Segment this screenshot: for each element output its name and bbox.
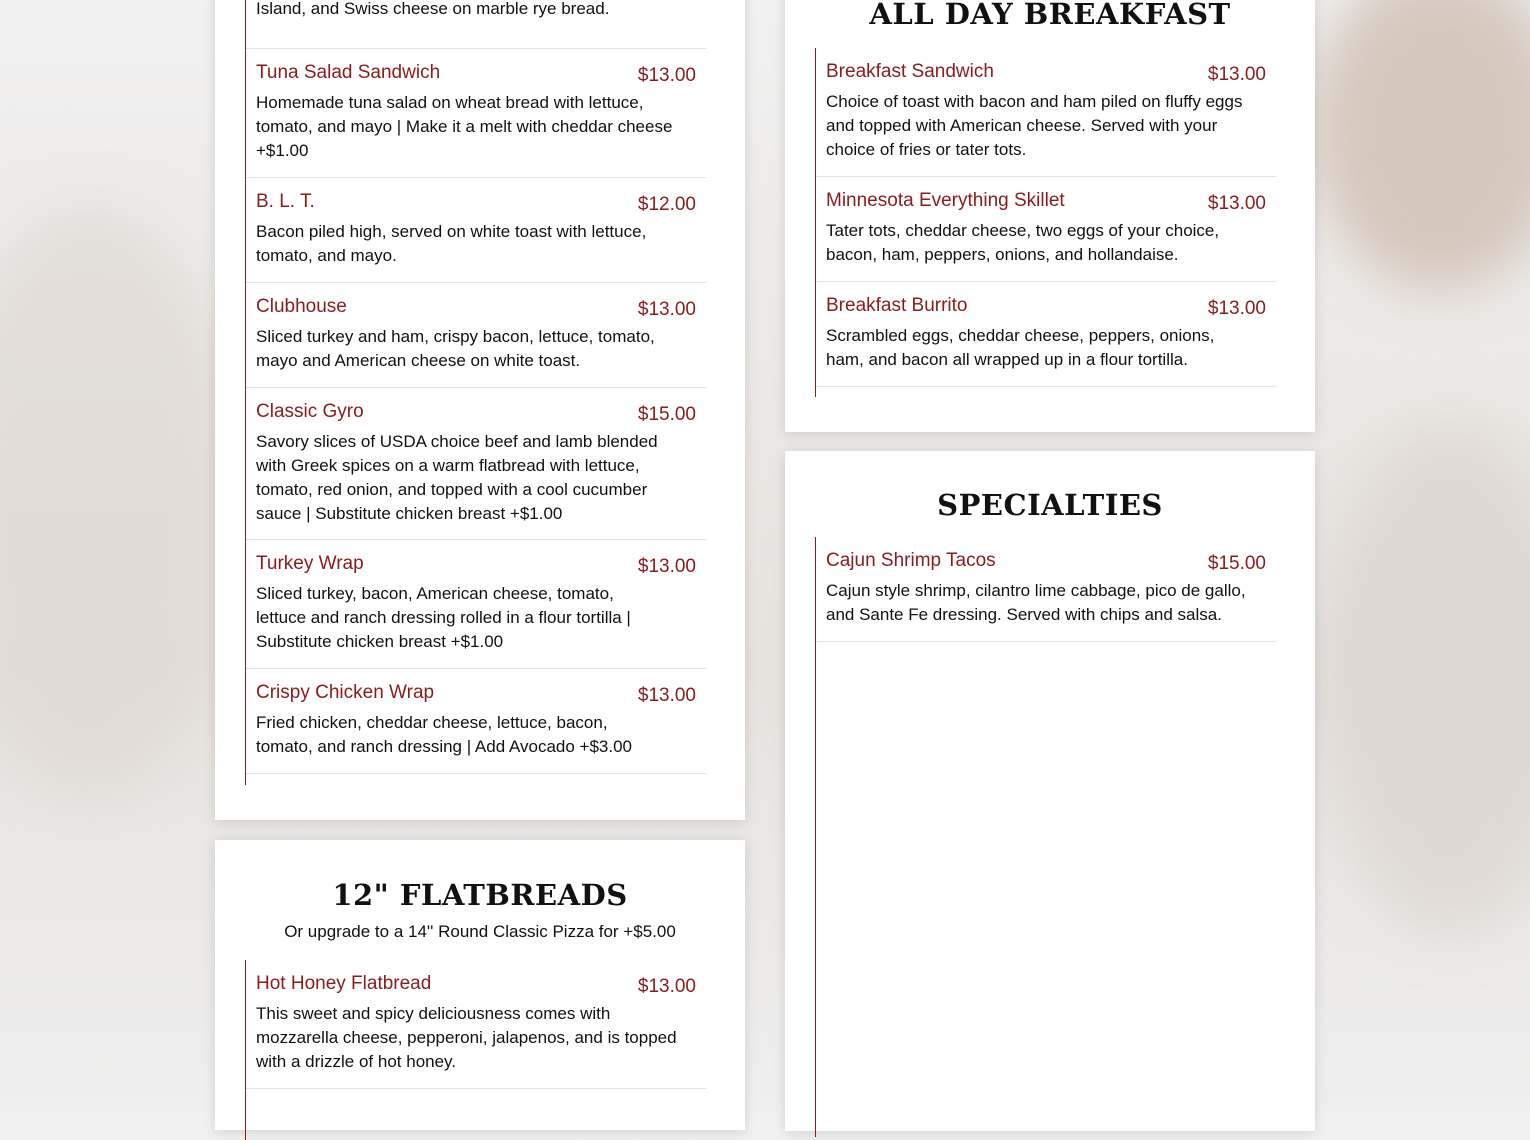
menu-item-clubhouse[interactable] [246, 283, 706, 388]
item-price: $13.00 [637, 556, 696, 577]
menu-item-minnesota-everything-skillet[interactable] [816, 177, 1276, 282]
menu-item-breakfast-burrito[interactable] [816, 282, 1276, 387]
menu-item-classic-gyro[interactable] [246, 388, 706, 540]
item-description: Tater tots, cheddar cheese, two eggs of your choice, bacon, ham, peppers, onions, and hollandaise. [826, 221, 1220, 264]
sandwiches-list [245, 0, 706, 785]
item-description: Fried chicken, cheddar cheese, lettuce, bacon, tomato, and ranch dressing | Add Avocado +$3.00 [256, 713, 633, 756]
item-name: B. L. T. [256, 191, 315, 212]
item-name: Crispy Chicken Wrap [256, 682, 435, 703]
section-title: ALL DAY BREAKFAST [869, 0, 1231, 31]
item-price: $15.00 [637, 404, 696, 425]
menu-item-partial [246, 0, 706, 49]
item-description: Island, and Swiss cheese on marble rye bread. [256, 0, 610, 18]
menu-item-turkey-wrap[interactable] [246, 540, 706, 669]
item-name: Turkey Wrap [256, 553, 364, 574]
item-description: Homemade tuna salad on wheat bread with lettuce, tomato, and mayo | Make it a melt with cheddar cheese +$1.00 [256, 93, 673, 160]
sandwiches-card [215, 0, 745, 820]
flatbreads-list [245, 960, 706, 1140]
specialties-card [785, 451, 1315, 1131]
item-price: $13.00 [637, 65, 696, 86]
item-price: $12.00 [637, 194, 696, 215]
breakfast-list [815, 48, 1276, 397]
item-description: Sliced turkey and ham, crispy bacon, lettuce, tomato, mayo and American cheese on white toast. [256, 327, 655, 370]
item-name: Minnesota Everything Skillet [826, 190, 1065, 211]
item-name: Breakfast Sandwich [826, 61, 994, 82]
breakfast-card [785, 0, 1315, 432]
menu-item-breakfast-sandwich[interactable] [816, 48, 1276, 177]
item-price: $13.00 [1207, 193, 1266, 214]
item-name: Classic Gyro [256, 401, 364, 422]
flatbreads-card [215, 840, 745, 1130]
background-blur [1320, 420, 1530, 940]
item-price: $13.00 [1207, 64, 1266, 85]
menu-item-blt[interactable] [246, 178, 706, 283]
item-name: Breakfast Burrito [826, 295, 968, 316]
background-blur [0, 200, 240, 800]
menu-item-cajun-shrimp-tacos[interactable] [816, 537, 1276, 642]
item-description: Cajun style shrimp, cilantro lime cabbage, pico de gallo, and Sante Fe dressing. Served with chips and salsa. [826, 581, 1246, 624]
section-title: SPECIALTIES [937, 488, 1163, 522]
item-description: Savory slices of USDA choice beef and lamb blended with Greek spices on a warm flatbread with lettuce, tomato, red onion, and topped with a cool cucumber sauce | Substitute chicken breast +$1.00 [256, 432, 658, 523]
item-description: Choice of toast with bacon and ham piled on fluffy eggs and topped with American cheese. Served with your choice of fries or tater tots. [826, 92, 1243, 159]
item-description: This sweet and spicy deliciousness comes with mozzarella cheese, pepperoni, jalapenos, and is topped with a drizzle of hot honey. [256, 1004, 677, 1071]
item-price: $13.00 [637, 976, 696, 997]
item-name: Cajun Shrimp Tacos [826, 550, 996, 571]
item-description: Scrambled eggs, cheddar cheese, peppers, onions, ham, and bacon all wrapped up in a flour tortilla. [826, 326, 1215, 369]
item-price: $15.00 [1207, 553, 1266, 574]
item-description: Sliced turkey, bacon, American cheese, tomato, lettuce and ranch dressing rolled in a flour tortilla | Substitute chicken breast +$1.00 [256, 584, 631, 651]
item-name: Hot Honey Flatbread [256, 973, 432, 994]
item-description: Bacon piled high, served on white toast with lettuce, tomato, and mayo. [256, 222, 647, 265]
item-price: $13.00 [637, 685, 696, 706]
item-price: $13.00 [637, 299, 696, 320]
background-blur [1310, 0, 1530, 290]
item-price: $13.00 [1207, 298, 1266, 319]
menu-item-tuna-salad[interactable] [246, 49, 706, 178]
specialties-list [815, 537, 1276, 1137]
item-name: Clubhouse [256, 296, 347, 317]
menu-item-hot-honey-flatbread[interactable] [246, 960, 706, 1089]
menu-item-crispy-chicken-wrap[interactable] [246, 669, 706, 774]
item-name: Tuna Salad Sandwich [256, 62, 441, 83]
section-subtitle: Or upgrade to a 14'' Round Classic Pizza for +$5.00 [284, 922, 676, 941]
section-title: 12" FLATBREADS [332, 878, 628, 912]
